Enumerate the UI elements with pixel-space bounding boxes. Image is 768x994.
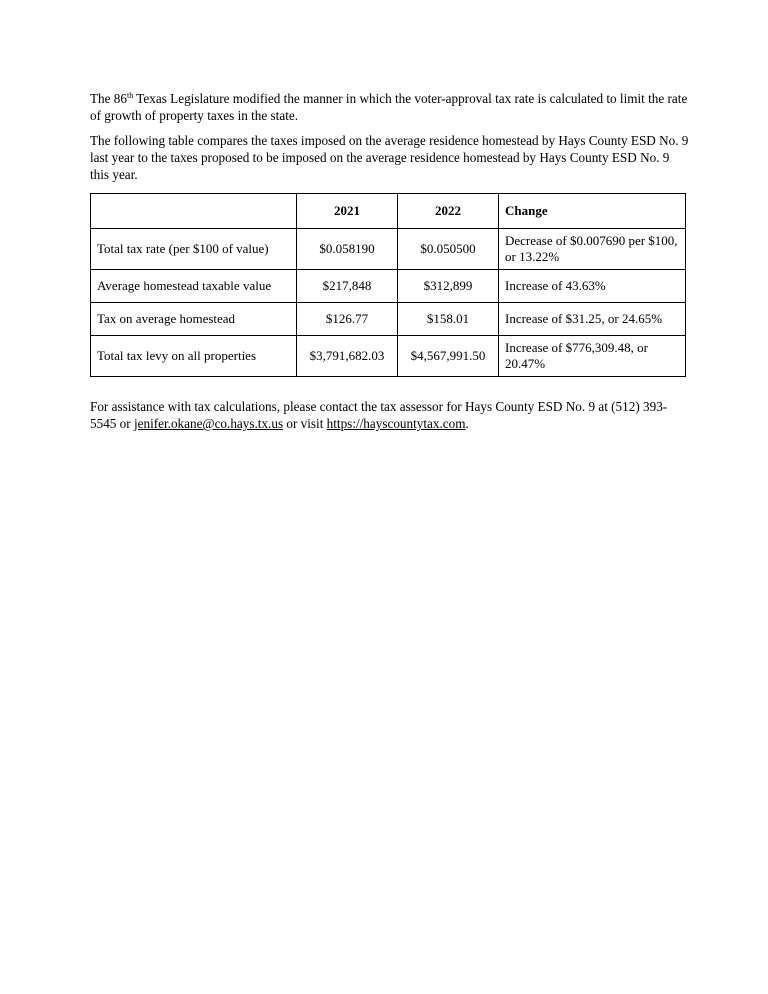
change-value: Increase of 43.63% (499, 270, 686, 303)
contact-text: For assistance with tax calculations, please contact the tax assessor for Hays County ESD No. 9 at (512) 393-5545 or (90, 399, 668, 431)
row-label: Tax on average homestead (91, 303, 297, 336)
value-2021: $3,791,682.03 (297, 336, 398, 377)
row-label: Total tax levy on all properties (91, 336, 297, 377)
contact-paragraph (90, 398, 690, 432)
value-2022: $312,899 (398, 270, 499, 303)
value-2021: $0.058190 (297, 229, 398, 270)
table-row (91, 303, 686, 336)
table-row (91, 336, 686, 377)
tax-comparison-table (90, 193, 686, 377)
header-2021: 2021 (297, 194, 398, 229)
change-value: Decrease of $0.007690 per $100, or 13.22% (499, 229, 686, 270)
table-row (91, 270, 686, 303)
value-2022: $4,567,991.50 (398, 336, 499, 377)
website-link[interactable]: https://hayscountytax.com (326, 416, 466, 431)
comparison-paragraph: The following table compares the taxes imposed on the average residence homestead by Hays County ESD No. 9 last year to the taxes proposed to be imposed on the average residence homestead by Hays County ESD No. 9 this year. (90, 133, 689, 182)
row-label: Total tax rate (per $100 of value) (91, 229, 297, 270)
table-row (91, 229, 686, 270)
table-header-row (91, 194, 686, 229)
value-2021: $217,848 (297, 270, 398, 303)
contact-period: . (465, 416, 469, 431)
change-value: Increase of $776,309.48, or 20.47% (499, 336, 686, 377)
value-2021: $126.77 (297, 303, 398, 336)
intro-prefix: The 86 (90, 91, 127, 106)
header-change: Change (499, 194, 686, 229)
intro-suffix: Texas Legislature modified the manner in which the voter-approval tax rate is calculated to limit the rate of growth of property taxes in the state. (90, 91, 688, 123)
header-label (91, 194, 297, 229)
ordinal-superscript: th (127, 91, 134, 100)
header-2022: 2022 (398, 194, 499, 229)
intro-paragraph (90, 90, 690, 124)
row-label: Average homestead taxable value (91, 270, 297, 303)
value-2022: $0.050500 (398, 229, 499, 270)
change-value: Increase of $31.25, or 24.65% (499, 303, 686, 336)
contact-text-visit: or visit (283, 416, 327, 431)
email-link[interactable]: jenifer.okane@co.hays.tx.us (133, 416, 284, 431)
value-2022: $158.01 (398, 303, 499, 336)
